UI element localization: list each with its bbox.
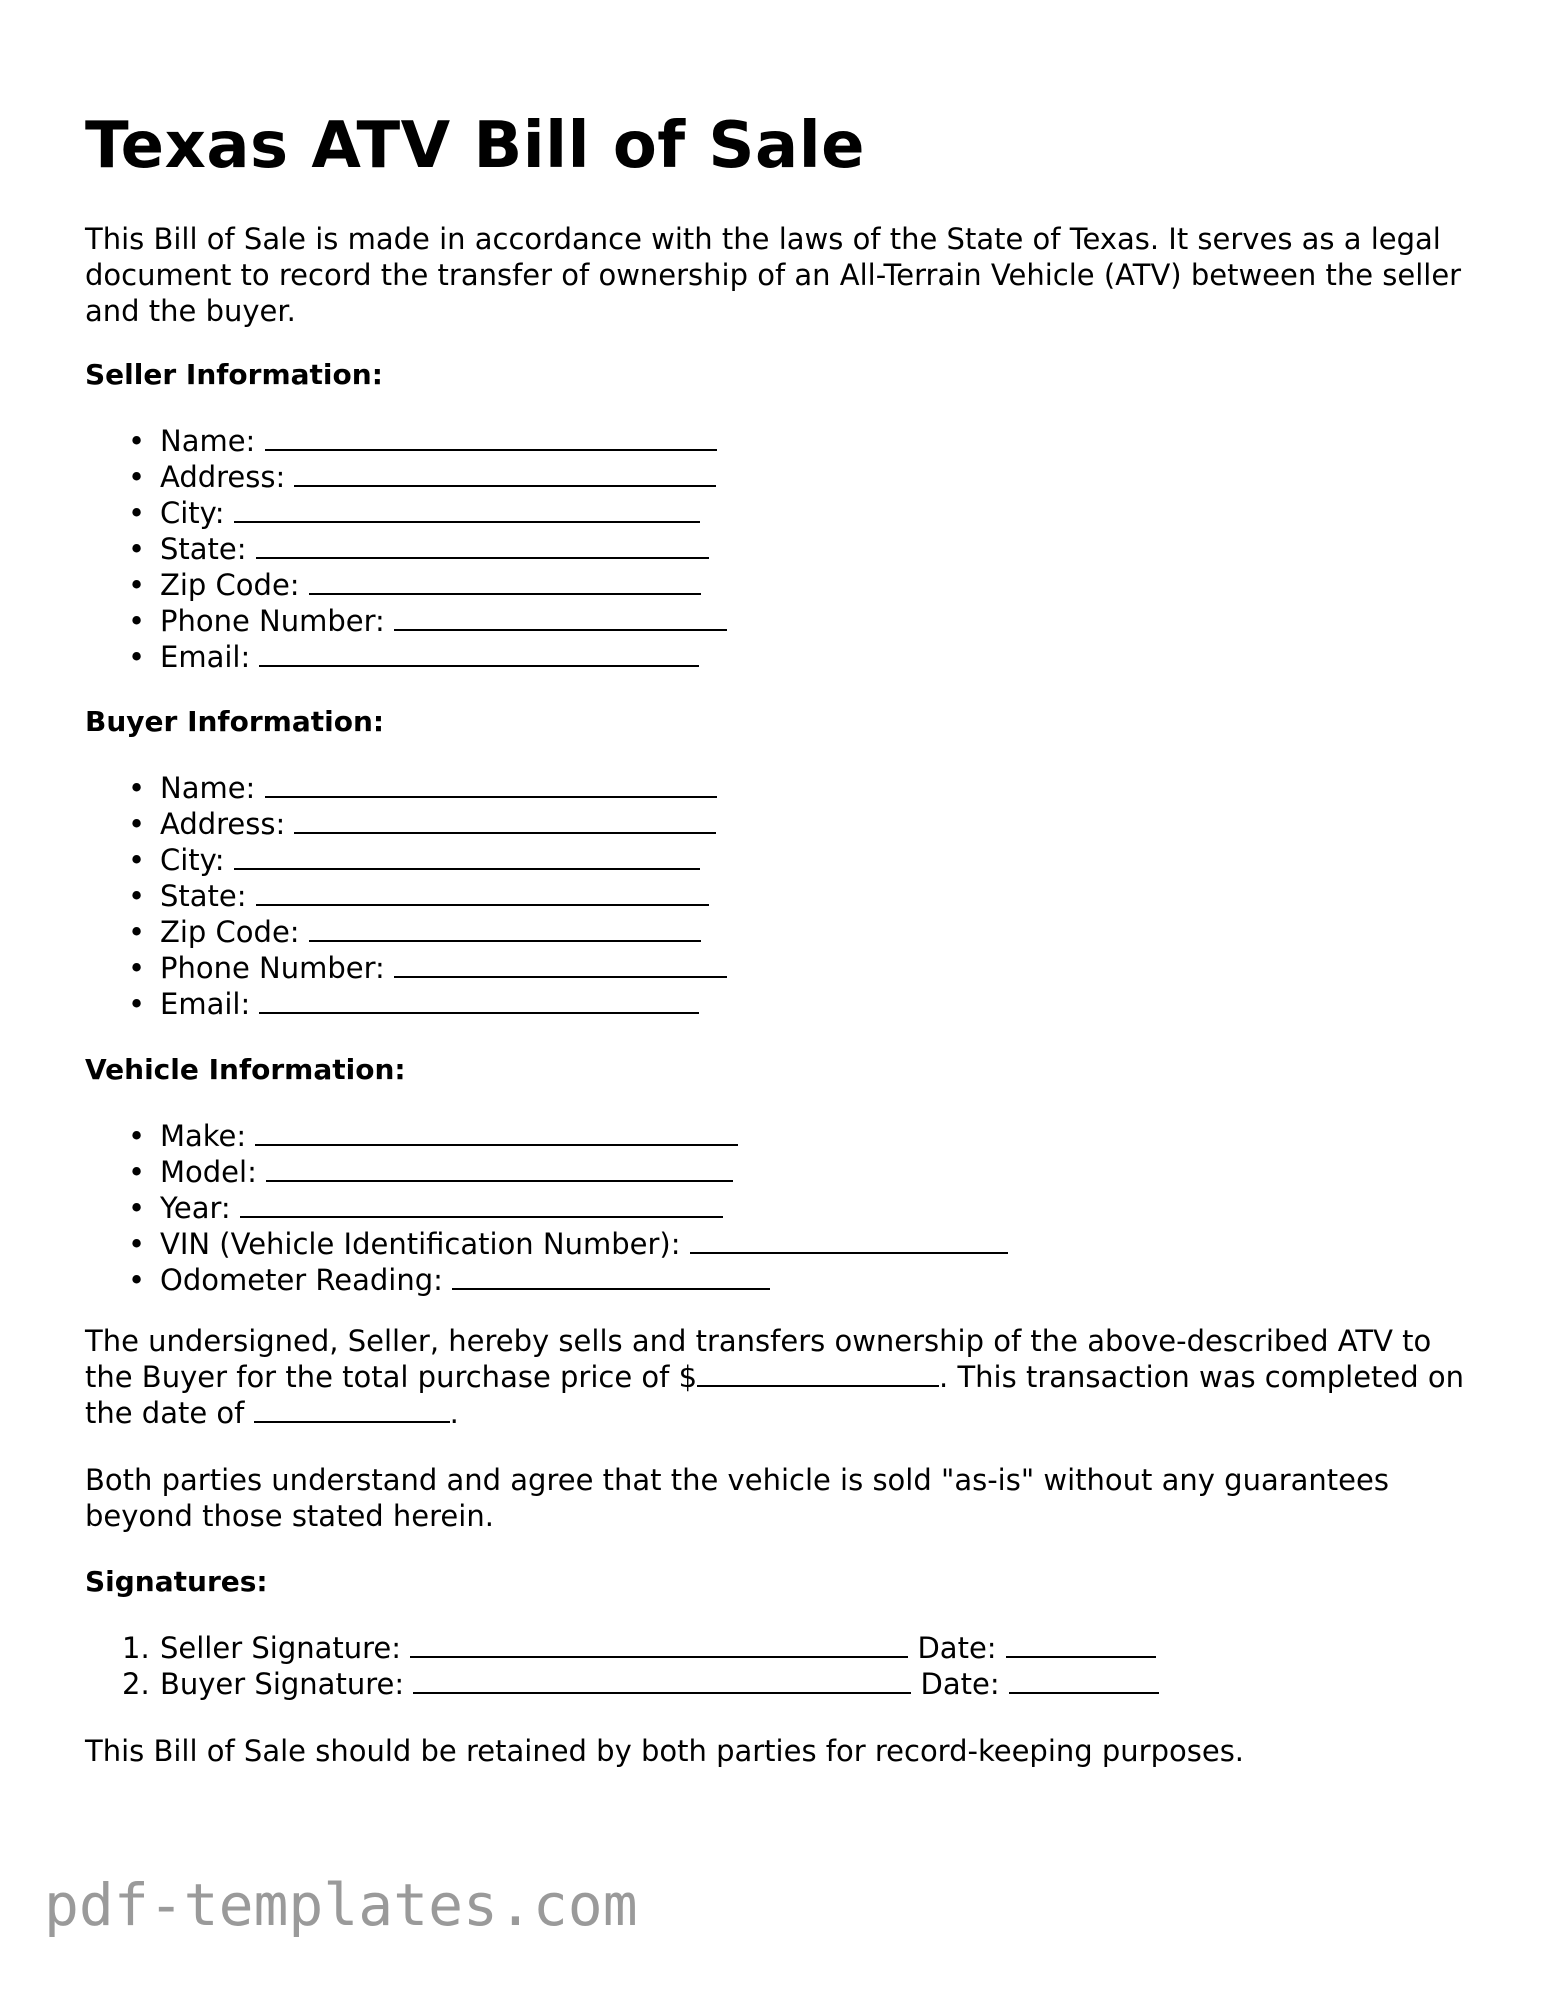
seller-phone-field[interactable]: • Phone Number: (160, 603, 727, 639)
buyer-name-field[interactable]: • Name: (160, 770, 727, 806)
signatures-section (85, 1564, 1159, 1702)
document-title: Texas ATV Bill of Sale (85, 109, 866, 183)
vehicle-model-field[interactable]: • Model: (160, 1154, 1008, 1190)
seller-state-field[interactable]: • State: (160, 531, 727, 567)
vehicle-model-blank[interactable] (266, 1154, 733, 1182)
bullet-icon: • (128, 1227, 146, 1261)
buyer-email-blank[interactable] (259, 986, 699, 1014)
retain-note: This Bill of Sale should be retained by both parties for record-keeping purposes. (85, 1734, 1245, 1768)
bullet-icon: • (128, 915, 146, 949)
bullet-icon: • (128, 460, 146, 494)
seller-date-blank[interactable] (1006, 1630, 1156, 1658)
seller-field-list (85, 423, 727, 675)
seller-zip-field[interactable]: • Zip Code: (160, 567, 727, 603)
vehicle-make-blank[interactable] (255, 1118, 738, 1146)
bullet-icon: • (128, 568, 146, 602)
bullet-icon: • (128, 1155, 146, 1189)
intro-paragraph: This Bill of Sale is made in accordance with the laws of the State of Texas. It serves as a legal document to record the transfer of ownership of an All-Terrain Vehicle (ATV) between the seller and the buyer. (85, 222, 1462, 328)
vehicle-vin-blank[interactable] (690, 1226, 1008, 1254)
buyer-zip-field[interactable]: • Zip Code: (160, 914, 727, 950)
buyer-address-field[interactable]: • Address: (160, 806, 727, 842)
seller-state-blank[interactable] (256, 531, 709, 559)
vehicle-field-list (85, 1118, 1008, 1298)
seller-name-blank[interactable] (265, 423, 717, 451)
buyer-section (85, 704, 727, 1022)
seller-signature-blank[interactable] (410, 1630, 908, 1658)
vehicle-make-field[interactable]: • Make: (160, 1118, 1008, 1154)
buyer-heading: Buyer Information: (85, 705, 385, 738)
bullet-icon: • (128, 807, 146, 841)
buyer-name-blank[interactable] (265, 770, 717, 798)
seller-email-field[interactable]: • Email: (160, 639, 727, 675)
buyer-city-blank[interactable] (234, 842, 700, 870)
buyer-signature-blank[interactable] (413, 1666, 911, 1694)
bullet-icon: • (128, 879, 146, 913)
seller-city-blank[interactable] (234, 495, 700, 523)
sale-statement: The undersigned, Seller, hereby sells and transfers ownership of the above-described ATV to the Buyer for the total purchase price of $ . This transaction was completed on the date of . (85, 1324, 1465, 1430)
signatures-list (85, 1630, 1159, 1702)
bullet-icon: • (128, 496, 146, 530)
seller-section (85, 357, 727, 675)
bullet-icon: • (128, 640, 146, 674)
seller-address-field[interactable]: • Address: (160, 459, 727, 495)
bullet-icon: • (128, 1263, 146, 1297)
buyer-phone-blank[interactable] (394, 950, 727, 978)
watermark: pdf-templates.com (44, 1871, 638, 1939)
seller-zip-blank[interactable] (309, 567, 701, 595)
buyer-email-field[interactable]: • Email: (160, 986, 727, 1022)
seller-city-field[interactable]: • City: (160, 495, 727, 531)
vehicle-heading: Vehicle Information: (85, 1053, 406, 1086)
signatures-heading: Signatures: (85, 1565, 268, 1598)
seller-email-blank[interactable] (259, 639, 699, 667)
bullet-icon: • (128, 532, 146, 566)
buyer-address-blank[interactable] (294, 806, 716, 834)
buyer-zip-blank[interactable] (309, 914, 701, 942)
bullet-icon: • (128, 951, 146, 985)
vehicle-vin-field[interactable]: • VIN (Vehicle Identification Number): (160, 1226, 1008, 1262)
buyer-signature-field[interactable]: 2. Buyer Signature: Date: (160, 1666, 1159, 1702)
buyer-date-blank[interactable] (1009, 1666, 1159, 1694)
bullet-icon: • (128, 424, 146, 458)
bullet-icon: • (128, 843, 146, 877)
as-is-statement: Both parties understand and agree that the vehicle is sold "as-is" without any guarantees beyond those stated herein. (85, 1463, 1389, 1533)
seller-signature-field[interactable]: 1. Seller Signature: Date: (160, 1630, 1159, 1666)
buyer-state-blank[interactable] (256, 878, 709, 906)
seller-name-field[interactable]: • Name: (160, 423, 727, 459)
vehicle-odometer-blank[interactable] (452, 1262, 770, 1290)
buyer-state-field[interactable]: • State: (160, 878, 727, 914)
vehicle-year-field[interactable]: • Year: (160, 1190, 1008, 1226)
sale-date-blank[interactable] (254, 1395, 450, 1423)
buyer-field-list (85, 770, 727, 1022)
bullet-icon: • (128, 1119, 146, 1153)
bullet-icon: • (128, 1191, 146, 1225)
seller-phone-blank[interactable] (394, 603, 727, 631)
purchase-price-blank[interactable] (697, 1359, 939, 1387)
bullet-icon: • (128, 987, 146, 1021)
seller-address-blank[interactable] (294, 459, 716, 487)
vehicle-section (85, 1052, 1008, 1298)
vehicle-year-blank[interactable] (240, 1190, 723, 1218)
vehicle-odometer-field[interactable]: • Odometer Reading: (160, 1262, 1008, 1298)
bullet-icon: • (128, 771, 146, 805)
buyer-phone-field[interactable]: • Phone Number: (160, 950, 727, 986)
bullet-icon: • (128, 604, 146, 638)
buyer-city-field[interactable]: • City: (160, 842, 727, 878)
seller-heading: Seller Information: (85, 358, 383, 391)
